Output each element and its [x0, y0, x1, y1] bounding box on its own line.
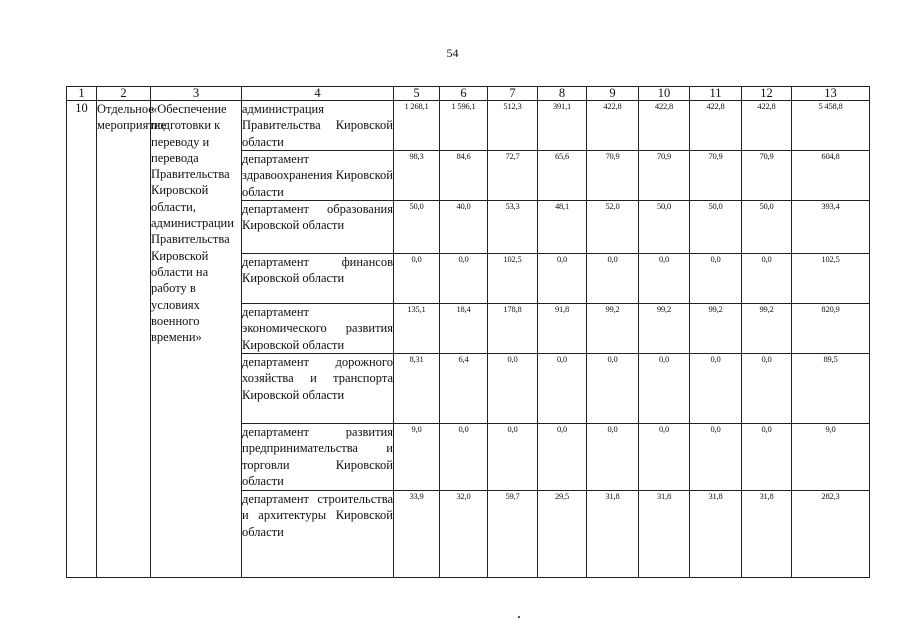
value-cell: 70,9 — [639, 151, 690, 201]
value-cell: 422,8 — [690, 101, 742, 151]
value-cell: 50,0 — [394, 201, 440, 254]
page-number: 54 — [446, 46, 459, 60]
value-cell: 9,0 — [394, 424, 440, 491]
value-cell: 0,0 — [690, 424, 742, 491]
executor-cell: департамент здравоохранения Кировской области — [242, 152, 393, 199]
value-cell: 99,2 — [690, 304, 742, 354]
value-cell: 0,0 — [587, 354, 639, 424]
value-cell: 31,8 — [639, 491, 690, 578]
value-cell: 50,0 — [742, 201, 792, 254]
value-cell: 0,0 — [587, 424, 639, 491]
value-cell: 422,8 — [639, 101, 690, 151]
total-cell: 89,5 — [792, 354, 870, 424]
value-cell: 0,0 — [538, 254, 587, 304]
value-cell: 178,8 — [488, 304, 538, 354]
value-cell: 512,3 — [488, 101, 538, 151]
value-cell: 59,7 — [488, 491, 538, 578]
value-cell: 70,9 — [690, 151, 742, 201]
value-cell: 0,0 — [587, 254, 639, 304]
value-cell: 0,0 — [742, 254, 792, 304]
value-cell: 52,0 — [587, 201, 639, 254]
column-header: 3 — [151, 87, 242, 101]
value-cell: 6,4 — [440, 354, 488, 424]
value-cell: 0,0 — [538, 354, 587, 424]
header-row — [67, 87, 870, 101]
table-body — [67, 101, 870, 578]
value-cell: 99,2 — [742, 304, 792, 354]
value-cell: 0,0 — [742, 354, 792, 424]
value-cell: 29,5 — [538, 491, 587, 578]
column-header: 1 — [67, 87, 97, 101]
executor-cell: департамент строительства и архитектуры Кировской области — [242, 491, 394, 578]
value-cell: 0,0 — [639, 354, 690, 424]
value-cell: 48,1 — [538, 201, 587, 254]
value-cell: 0,0 — [639, 254, 690, 304]
column-header: 5 — [394, 87, 440, 101]
value-cell: 1 268,1 — [394, 101, 440, 151]
value-cell: 0,0 — [394, 254, 440, 304]
value-cell: 18,4 — [440, 304, 488, 354]
value-cell: 99,2 — [587, 304, 639, 354]
value-cell: 0,0 — [639, 424, 690, 491]
total-cell: 820,9 — [792, 304, 870, 354]
value-cell: 32,0 — [440, 491, 488, 578]
value-cell: 98,3 — [394, 151, 440, 201]
executor-cell: департамент дорожного хозяйства и транспорта Кировской области — [242, 354, 394, 424]
executor-cell: департамент образования Кировской области — [242, 201, 394, 254]
total-cell: 5 458,8 — [792, 101, 870, 151]
value-cell: 50,0 — [639, 201, 690, 254]
value-cell: 8,31 — [394, 354, 440, 424]
executor-cell: департамент финансов Кировской области — [242, 254, 394, 304]
value-cell: 31,8 — [742, 491, 792, 578]
total-cell: 393,4 — [792, 201, 870, 254]
value-cell: 0,0 — [690, 254, 742, 304]
value-cell: 33,9 — [394, 491, 440, 578]
column-header: 13 — [792, 87, 870, 101]
column-header: 6 — [440, 87, 488, 101]
value-cell: 72,7 — [488, 151, 538, 201]
value-cell: 0,0 — [440, 424, 488, 491]
value-cell: 422,8 — [742, 101, 792, 151]
value-cell: 31,8 — [587, 491, 639, 578]
value-cell: 0,0 — [488, 354, 538, 424]
column-header: 8 — [538, 87, 587, 101]
value-cell: 0,0 — [488, 424, 538, 491]
column-header: 2 — [97, 87, 151, 101]
table-row — [67, 101, 870, 151]
value-cell: 99,2 — [639, 304, 690, 354]
executor-cell: администрация Правительства Кировской области — [242, 102, 393, 149]
executor-cell: департамент экономического развития Кировской области — [242, 305, 393, 352]
value-cell: 53,3 — [488, 201, 538, 254]
value-cell: 40,0 — [440, 201, 488, 254]
event-name — [151, 101, 242, 578]
value-cell: 50,0 — [690, 201, 742, 254]
row-number: 10 — [67, 101, 97, 578]
total-cell: 282,3 — [792, 491, 870, 578]
value-cell: 422,8 — [587, 101, 639, 151]
event-type — [97, 101, 167, 578]
value-cell: 70,9 — [742, 151, 792, 201]
value-cell: 0,0 — [690, 354, 742, 424]
event-type-text: Отдельное мероприятие — [97, 102, 167, 133]
column-header: 12 — [742, 87, 792, 101]
column-header: 11 — [690, 87, 742, 101]
scan-speck — [518, 616, 520, 618]
value-cell: 91,8 — [538, 304, 587, 354]
value-cell: 391,1 — [538, 101, 587, 151]
program-table — [66, 86, 870, 578]
total-cell: 604,8 — [792, 151, 870, 201]
column-header: 7 — [488, 87, 538, 101]
total-cell: 9,0 — [792, 424, 870, 491]
column-header: 9 — [587, 87, 639, 101]
value-cell: 0,0 — [538, 424, 587, 491]
total-cell: 102,5 — [792, 254, 870, 304]
value-cell: 84,6 — [440, 151, 488, 201]
value-cell: 31,8 — [690, 491, 742, 578]
value-cell: 0,0 — [742, 424, 792, 491]
value-cell: 1 596,1 — [440, 101, 488, 151]
value-cell: 0,0 — [440, 254, 488, 304]
event-name-text: «Обеспечение подготовки к переводу и перевода Правительства Кировской области, администрации Правительства Кировской области на работу в условиях военного времени» — [151, 102, 234, 345]
column-header: 10 — [639, 87, 690, 101]
value-cell: 135,1 — [394, 304, 440, 354]
column-header: 4 — [242, 87, 394, 101]
value-cell: 65,6 — [538, 151, 587, 201]
value-cell: 70,9 — [587, 151, 639, 201]
executor-cell: департамент развития предпринимательства и торговли Кировской области — [242, 424, 394, 491]
value-cell: 102,5 — [488, 254, 538, 304]
